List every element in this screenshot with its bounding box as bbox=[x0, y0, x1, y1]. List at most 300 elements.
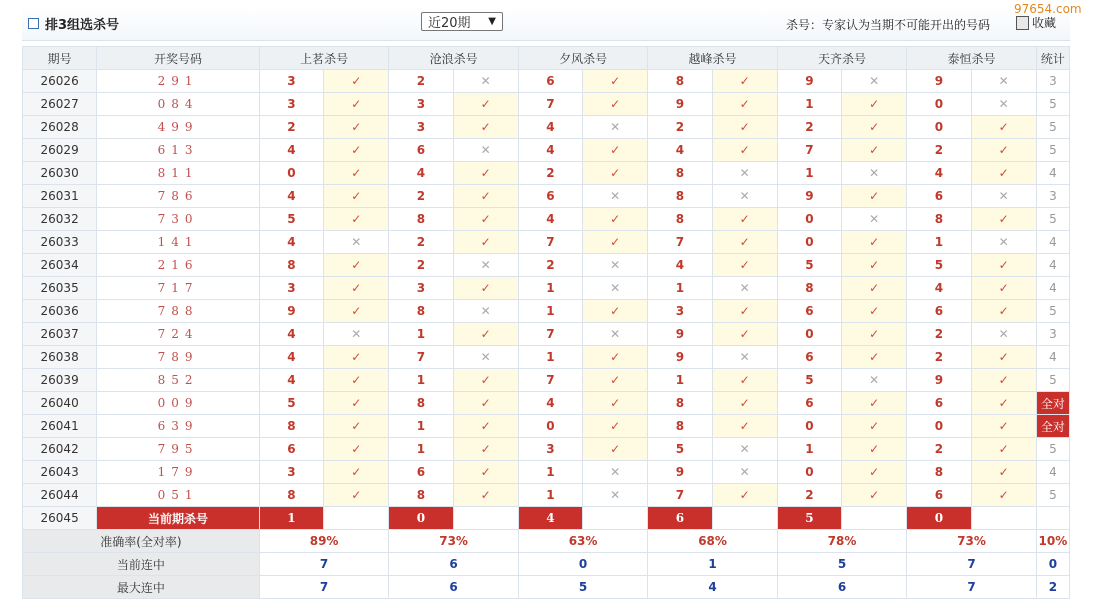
draw-number-cell: 795 bbox=[97, 438, 260, 461]
table-row bbox=[23, 323, 1070, 346]
check-icon: ✓ bbox=[712, 208, 777, 231]
table-row bbox=[23, 231, 1070, 254]
kill-number-cell: 1 bbox=[389, 323, 453, 346]
kill-number-cell: 9 bbox=[777, 185, 841, 208]
kill-number-cell: 3 bbox=[389, 116, 453, 139]
cross-icon: ✕ bbox=[324, 323, 389, 346]
cross-icon: ✕ bbox=[453, 300, 518, 323]
kill-number-cell: 7 bbox=[518, 231, 582, 254]
summary-value: 7 bbox=[907, 576, 1036, 599]
check-icon: ✓ bbox=[842, 438, 907, 461]
check-icon: ✓ bbox=[324, 484, 389, 507]
draw-number-cell: 291 bbox=[97, 70, 260, 93]
kill-number-cell: 8 bbox=[259, 254, 323, 277]
kill-number-cell: 1 bbox=[518, 300, 582, 323]
kill-number-cell: 3 bbox=[518, 438, 582, 461]
check-icon: ✓ bbox=[842, 392, 907, 415]
kill-number-cell: 5 bbox=[648, 438, 712, 461]
kill-number-cell: 1 bbox=[907, 231, 971, 254]
kill-number-cell: 0 bbox=[259, 162, 323, 185]
check-icon: ✓ bbox=[842, 116, 907, 139]
panel-title-group bbox=[28, 14, 119, 33]
period-cell: 26044 bbox=[23, 484, 97, 507]
kill-number-cell: 2 bbox=[389, 254, 453, 277]
check-icon: ✓ bbox=[453, 369, 518, 392]
chevron-down-icon: ▼ bbox=[488, 16, 496, 27]
check-icon: ✓ bbox=[971, 438, 1036, 461]
stat-cell: 5 bbox=[1036, 208, 1069, 231]
square-icon bbox=[28, 18, 39, 29]
kill-number-cell: 7 bbox=[648, 484, 712, 507]
check-icon: ✓ bbox=[583, 438, 648, 461]
kill-number-cell: 3 bbox=[389, 277, 453, 300]
draw-number-cell: 724 bbox=[97, 323, 260, 346]
kill-number-cell: 8 bbox=[648, 70, 712, 93]
kill-number-cell: 4 bbox=[648, 139, 712, 162]
cross-icon: ✕ bbox=[583, 277, 648, 300]
summary-value: 7 bbox=[907, 553, 1036, 576]
stat-cell: 5 bbox=[1036, 484, 1069, 507]
kill-number-cell: 4 bbox=[518, 208, 582, 231]
kill-number-cell: 1 bbox=[777, 162, 841, 185]
period-cell: 26028 bbox=[23, 116, 97, 139]
kill-number-cell: 4 bbox=[259, 139, 323, 162]
draw-number-cell: 499 bbox=[97, 116, 260, 139]
check-icon: ✓ bbox=[324, 392, 389, 415]
kill-number-cell: 4 bbox=[259, 231, 323, 254]
kill-number-cell: 6 bbox=[518, 70, 582, 93]
stat-cell: 5 bbox=[1036, 300, 1069, 323]
check-icon: ✓ bbox=[712, 93, 777, 116]
kill-number-cell: 2 bbox=[648, 116, 712, 139]
period-cell: 26033 bbox=[23, 231, 97, 254]
stat-cell: 4 bbox=[1036, 461, 1069, 484]
check-icon: ✓ bbox=[453, 461, 518, 484]
summary-value: 68% bbox=[648, 530, 777, 553]
check-icon: ✓ bbox=[324, 300, 389, 323]
header-period: 期号 bbox=[23, 47, 97, 70]
check-icon: ✓ bbox=[324, 461, 389, 484]
table-row bbox=[23, 162, 1070, 185]
cross-icon: ✕ bbox=[842, 70, 907, 93]
kill-number-cell: 4 bbox=[389, 162, 453, 185]
kill-number-cell: 8 bbox=[907, 461, 971, 484]
empty-cell bbox=[971, 507, 1036, 530]
kill-number-cell: 6 bbox=[907, 185, 971, 208]
header-expert: 沧浪杀号 bbox=[389, 47, 518, 70]
favorite-button[interactable] bbox=[1016, 14, 1056, 31]
draw-number-cell: 613 bbox=[97, 139, 260, 162]
stat-cell: 4 bbox=[1036, 346, 1069, 369]
kill-number-cell: 8 bbox=[259, 415, 323, 438]
check-icon: ✓ bbox=[453, 484, 518, 507]
kill-number-cell: 4 bbox=[259, 185, 323, 208]
kill-number-cell: 8 bbox=[648, 415, 712, 438]
kill-number-cell: 9 bbox=[907, 70, 971, 93]
period-cell: 26030 bbox=[23, 162, 97, 185]
summary-value: 4 bbox=[648, 576, 777, 599]
cross-icon: ✕ bbox=[583, 254, 648, 277]
check-icon: ✓ bbox=[842, 93, 907, 116]
table-row bbox=[23, 116, 1070, 139]
stat-cell: 5 bbox=[1036, 438, 1069, 461]
kill-number-cell: 7 bbox=[777, 139, 841, 162]
kill-number-cell: 1 bbox=[518, 484, 582, 507]
draw-number-cell: 009 bbox=[97, 392, 260, 415]
table-row bbox=[23, 346, 1070, 369]
check-icon: ✓ bbox=[453, 162, 518, 185]
kill-number-cell: 8 bbox=[389, 484, 453, 507]
check-icon: ✓ bbox=[712, 392, 777, 415]
kill-number-cell: 0 bbox=[907, 93, 971, 116]
check-icon: ✓ bbox=[712, 415, 777, 438]
kill-number-cell: 3 bbox=[389, 93, 453, 116]
period-cell: 26043 bbox=[23, 461, 97, 484]
check-icon: ✓ bbox=[583, 162, 648, 185]
kill-number-cell: 0 bbox=[777, 231, 841, 254]
check-icon: ✓ bbox=[453, 231, 518, 254]
kill-number-cell: 4 bbox=[259, 323, 323, 346]
cross-icon: ✕ bbox=[583, 116, 648, 139]
summary-value: 7 bbox=[259, 576, 388, 599]
cross-icon: ✕ bbox=[712, 461, 777, 484]
stat-cell: 3 bbox=[1036, 323, 1069, 346]
kill-number-cell: 1 bbox=[648, 369, 712, 392]
kill-number-cell: 7 bbox=[389, 346, 453, 369]
summary-label: 最大连中 bbox=[23, 576, 260, 599]
stat-cell: 3 bbox=[1036, 70, 1069, 93]
kill-number-cell: 0 bbox=[777, 323, 841, 346]
cross-icon: ✕ bbox=[453, 139, 518, 162]
stat-cell: 4 bbox=[1036, 254, 1069, 277]
period-cell: 26031 bbox=[23, 185, 97, 208]
cross-icon: ✕ bbox=[971, 323, 1036, 346]
table-row bbox=[23, 70, 1070, 93]
kill-number-cell: 0 bbox=[907, 415, 971, 438]
cross-icon: ✕ bbox=[453, 346, 518, 369]
kill-number-cell: 4 bbox=[518, 139, 582, 162]
table-row bbox=[23, 300, 1070, 323]
kill-number-cell: 3 bbox=[259, 70, 323, 93]
check-icon: ✓ bbox=[971, 139, 1036, 162]
kill-number-hint: 杀号：专家认为当期不可能开出的号码 bbox=[786, 18, 991, 32]
kill-number-cell: 0 bbox=[777, 208, 841, 231]
header-draw: 开奖号码 bbox=[97, 47, 260, 70]
cross-icon: ✕ bbox=[971, 231, 1036, 254]
kill-number-cell: 8 bbox=[648, 208, 712, 231]
summary-total: 2 bbox=[1036, 576, 1069, 599]
page-title: 排3组选杀号 bbox=[45, 18, 120, 33]
check-icon: ✓ bbox=[583, 392, 648, 415]
kill-number-cell: 8 bbox=[648, 392, 712, 415]
table-row bbox=[23, 438, 1070, 461]
table-row bbox=[23, 484, 1070, 507]
cross-icon: ✕ bbox=[583, 461, 648, 484]
check-icon: ✓ bbox=[324, 185, 389, 208]
kill-number-cell: 2 bbox=[777, 116, 841, 139]
cross-icon: ✕ bbox=[712, 438, 777, 461]
kill-number-cell: 8 bbox=[907, 208, 971, 231]
check-icon: ✓ bbox=[324, 277, 389, 300]
check-icon: ✓ bbox=[712, 231, 777, 254]
stat-cell: 4 bbox=[1036, 277, 1069, 300]
cross-icon: ✕ bbox=[583, 185, 648, 208]
table-row bbox=[23, 254, 1070, 277]
kill-number-cell: 8 bbox=[648, 162, 712, 185]
cross-icon: ✕ bbox=[583, 323, 648, 346]
current-kill-number: 0 bbox=[389, 507, 453, 530]
summary-value: 78% bbox=[777, 530, 906, 553]
summary-value: 5 bbox=[518, 576, 647, 599]
stat-cell: 5 bbox=[1036, 139, 1069, 162]
current-kill-number: 6 bbox=[648, 507, 712, 530]
kill-number-cell: 4 bbox=[648, 254, 712, 277]
period-cell: 26041 bbox=[23, 415, 97, 438]
kill-number-cell: 3 bbox=[259, 277, 323, 300]
summary-value: 89% bbox=[259, 530, 388, 553]
table-row bbox=[23, 392, 1070, 415]
check-icon: ✓ bbox=[712, 323, 777, 346]
check-icon: ✓ bbox=[842, 254, 907, 277]
check-icon: ✓ bbox=[453, 208, 518, 231]
period-cell: 26045 bbox=[23, 507, 97, 530]
cross-icon: ✕ bbox=[842, 208, 907, 231]
kill-number-cell: 5 bbox=[777, 254, 841, 277]
stat-cell: 3 bbox=[1036, 185, 1069, 208]
empty-cell bbox=[712, 507, 777, 530]
period-cell: 26038 bbox=[23, 346, 97, 369]
current-kill-number: 1 bbox=[259, 507, 323, 530]
table-row bbox=[23, 208, 1070, 231]
check-icon: ✓ bbox=[842, 231, 907, 254]
summary-value: 6 bbox=[389, 576, 518, 599]
kill-number-cell: 3 bbox=[259, 461, 323, 484]
stat-cell: 全对 bbox=[1036, 392, 1069, 415]
summary-value: 5 bbox=[777, 553, 906, 576]
check-icon: ✓ bbox=[971, 208, 1036, 231]
check-icon: ✓ bbox=[712, 139, 777, 162]
header-stat: 统计 bbox=[1036, 47, 1069, 70]
check-icon: ✓ bbox=[842, 461, 907, 484]
draw-number-cell: 216 bbox=[97, 254, 260, 277]
kill-number-cell: 2 bbox=[259, 116, 323, 139]
kill-number-cell: 2 bbox=[389, 231, 453, 254]
table-row bbox=[23, 93, 1070, 116]
draw-number-cell: 179 bbox=[97, 461, 260, 484]
summary-total: 10% bbox=[1036, 530, 1069, 553]
period-range-select[interactable] bbox=[421, 12, 503, 31]
check-icon: ✓ bbox=[712, 254, 777, 277]
accuracy-row bbox=[23, 530, 1070, 553]
check-icon: ✓ bbox=[971, 369, 1036, 392]
draw-number-cell: 811 bbox=[97, 162, 260, 185]
check-icon: ✓ bbox=[971, 277, 1036, 300]
check-icon: ✓ bbox=[324, 70, 389, 93]
summary-value: 63% bbox=[518, 530, 647, 553]
period-cell: 26035 bbox=[23, 277, 97, 300]
kill-number-cell: 9 bbox=[907, 369, 971, 392]
check-icon: ✓ bbox=[971, 392, 1036, 415]
summary-total: 0 bbox=[1036, 553, 1069, 576]
kill-number-cell: 4 bbox=[259, 369, 323, 392]
current-kill-number: 0 bbox=[907, 507, 971, 530]
check-icon: ✓ bbox=[842, 323, 907, 346]
check-icon: ✓ bbox=[453, 116, 518, 139]
check-icon: ✓ bbox=[971, 254, 1036, 277]
kill-number-cell: 9 bbox=[648, 93, 712, 116]
check-icon: ✓ bbox=[324, 139, 389, 162]
check-icon: ✓ bbox=[842, 139, 907, 162]
draw-number-cell: 639 bbox=[97, 415, 260, 438]
kill-number-cell: 1 bbox=[518, 277, 582, 300]
stat-cell: 全对 bbox=[1036, 415, 1069, 438]
kill-number-cell: 6 bbox=[518, 185, 582, 208]
summary-value: 73% bbox=[907, 530, 1036, 553]
kill-number-cell: 6 bbox=[777, 392, 841, 415]
check-icon: ✓ bbox=[971, 116, 1036, 139]
kill-number-cell: 2 bbox=[907, 139, 971, 162]
check-icon: ✓ bbox=[453, 185, 518, 208]
stat-cell: 4 bbox=[1036, 162, 1069, 185]
check-icon: ✓ bbox=[712, 300, 777, 323]
period-cell: 26039 bbox=[23, 369, 97, 392]
check-icon: ✓ bbox=[324, 93, 389, 116]
check-icon: ✓ bbox=[324, 208, 389, 231]
check-icon: ✓ bbox=[971, 415, 1036, 438]
period-cell: 26026 bbox=[23, 70, 97, 93]
summary-value: 0 bbox=[518, 553, 647, 576]
table-row bbox=[23, 461, 1070, 484]
kill-number-cell: 8 bbox=[389, 392, 453, 415]
kill-number-cell: 1 bbox=[648, 277, 712, 300]
kill-number-cell: 2 bbox=[907, 438, 971, 461]
check-icon: ✓ bbox=[583, 300, 648, 323]
table-row bbox=[23, 369, 1070, 392]
check-icon: ✓ bbox=[324, 438, 389, 461]
kill-number-cell: 8 bbox=[259, 484, 323, 507]
table-row bbox=[23, 277, 1070, 300]
kill-number-cell: 4 bbox=[259, 346, 323, 369]
kill-number-cell: 2 bbox=[907, 323, 971, 346]
kill-number-cell: 7 bbox=[648, 231, 712, 254]
summary-label: 当前连中 bbox=[23, 553, 260, 576]
draw-number-cell: 788 bbox=[97, 300, 260, 323]
kill-number-cell: 4 bbox=[907, 277, 971, 300]
kill-number-cell: 2 bbox=[389, 185, 453, 208]
stat-cell: 4 bbox=[1036, 231, 1069, 254]
watermark: 97654.com bbox=[1014, 2, 1082, 16]
kill-number-cell: 6 bbox=[907, 300, 971, 323]
stat-cell: 5 bbox=[1036, 116, 1069, 139]
kill-number-cell: 0 bbox=[518, 415, 582, 438]
cross-icon: ✕ bbox=[712, 162, 777, 185]
cross-icon: ✕ bbox=[453, 70, 518, 93]
summary-value: 6 bbox=[389, 553, 518, 576]
kill-number-cell: 1 bbox=[777, 93, 841, 116]
current-kill-number: 4 bbox=[518, 507, 582, 530]
check-icon: ✓ bbox=[453, 415, 518, 438]
kill-number-cell: 9 bbox=[648, 346, 712, 369]
cross-icon: ✕ bbox=[842, 369, 907, 392]
summary-label: 准确率(全对率) bbox=[23, 530, 260, 553]
draw-number-cell: 789 bbox=[97, 346, 260, 369]
panel-header bbox=[22, 6, 1070, 41]
kill-number-cell: 6 bbox=[389, 139, 453, 162]
check-icon: ✓ bbox=[583, 369, 648, 392]
kill-number-cell: 9 bbox=[259, 300, 323, 323]
check-icon: ✓ bbox=[842, 277, 907, 300]
period-cell: 26042 bbox=[23, 438, 97, 461]
check-icon: ✓ bbox=[842, 185, 907, 208]
kill-number-table bbox=[22, 46, 1070, 599]
check-icon: ✓ bbox=[324, 116, 389, 139]
cross-icon: ✕ bbox=[712, 346, 777, 369]
draw-number-cell: 084 bbox=[97, 93, 260, 116]
kill-number-cell: 7 bbox=[518, 323, 582, 346]
check-icon: ✓ bbox=[971, 162, 1036, 185]
check-icon: ✓ bbox=[583, 415, 648, 438]
table-summary bbox=[23, 530, 1070, 599]
check-icon: ✓ bbox=[583, 346, 648, 369]
kill-number-cell: 7 bbox=[518, 369, 582, 392]
kill-number-cell: 0 bbox=[907, 116, 971, 139]
kill-number-cell: 9 bbox=[777, 70, 841, 93]
kill-number-cell: 9 bbox=[648, 461, 712, 484]
check-icon: ✓ bbox=[971, 300, 1036, 323]
header-expert: 夕风杀号 bbox=[518, 47, 647, 70]
check-icon: ✓ bbox=[453, 323, 518, 346]
kill-number-cell: 0 bbox=[777, 415, 841, 438]
cross-icon: ✕ bbox=[583, 484, 648, 507]
stat-cell: 5 bbox=[1036, 369, 1069, 392]
stat-cell: 5 bbox=[1036, 93, 1069, 116]
check-icon: ✓ bbox=[712, 369, 777, 392]
cross-icon: ✕ bbox=[971, 70, 1036, 93]
kill-number-cell: 2 bbox=[518, 254, 582, 277]
check-icon: ✓ bbox=[324, 254, 389, 277]
table-row bbox=[23, 185, 1070, 208]
check-icon: ✓ bbox=[324, 415, 389, 438]
empty-cell bbox=[842, 507, 907, 530]
kill-number-cell: 4 bbox=[907, 162, 971, 185]
period-cell: 26036 bbox=[23, 300, 97, 323]
check-icon: ✓ bbox=[842, 346, 907, 369]
period-cell: 26032 bbox=[23, 208, 97, 231]
table-row bbox=[23, 139, 1070, 162]
check-icon: ✓ bbox=[712, 70, 777, 93]
check-icon: ✓ bbox=[971, 461, 1036, 484]
check-icon: ✓ bbox=[842, 484, 907, 507]
kill-number-cell: 2 bbox=[907, 346, 971, 369]
kill-number-cell: 2 bbox=[389, 70, 453, 93]
table-header-row bbox=[23, 47, 1070, 70]
empty-cell bbox=[453, 507, 518, 530]
kill-number-cell: 8 bbox=[777, 277, 841, 300]
check-icon: ✓ bbox=[324, 369, 389, 392]
kill-number-cell: 6 bbox=[259, 438, 323, 461]
cross-icon: ✕ bbox=[971, 93, 1036, 116]
period-range-value: 近20期 bbox=[428, 16, 471, 31]
bookmark-icon bbox=[1016, 16, 1029, 30]
check-icon: ✓ bbox=[712, 484, 777, 507]
kill-number-cell: 4 bbox=[518, 392, 582, 415]
favorite-label: 收藏 bbox=[1032, 16, 1057, 30]
empty-cell bbox=[324, 507, 389, 530]
empty-cell bbox=[1036, 507, 1069, 530]
kill-number-cell: 6 bbox=[907, 484, 971, 507]
kill-number-cell: 6 bbox=[907, 392, 971, 415]
period-cell: 26029 bbox=[23, 139, 97, 162]
